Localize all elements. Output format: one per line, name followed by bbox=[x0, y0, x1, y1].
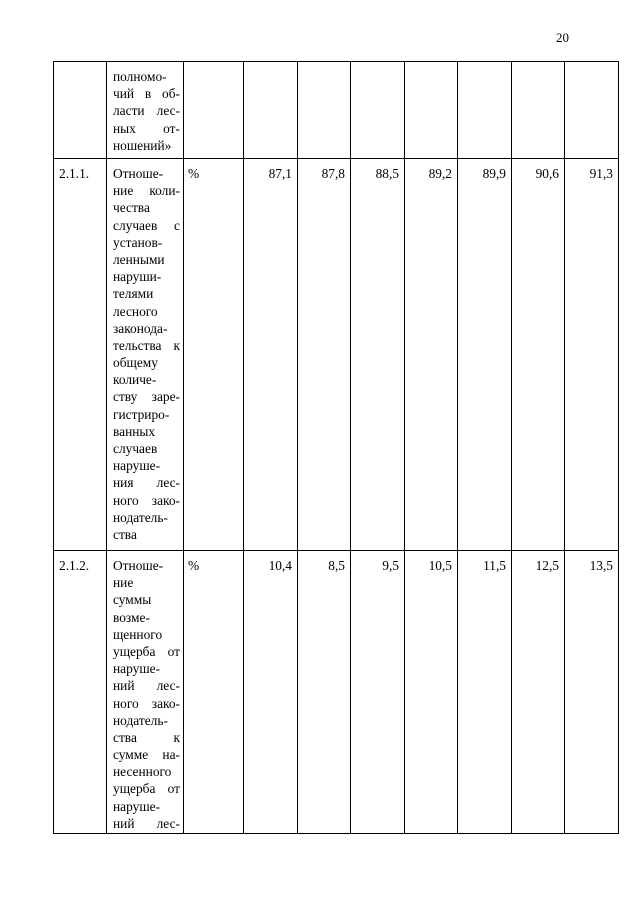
indicator-name-line: ние bbox=[113, 575, 134, 591]
indicator-name-line: чий в об- bbox=[113, 86, 180, 102]
value-cell: 89,9 bbox=[458, 159, 512, 551]
indicator-name-line: чества bbox=[113, 200, 150, 216]
value-cell: 88,5 bbox=[351, 159, 405, 551]
indicator-name bbox=[107, 62, 184, 159]
table-row bbox=[54, 551, 619, 834]
indicator-name-line: ласти лес- bbox=[113, 103, 180, 119]
indicator-name-line: гистриро- bbox=[113, 406, 170, 422]
indicator-name-line: полномо- bbox=[113, 69, 167, 84]
indicator-name-line: телями bbox=[113, 286, 154, 302]
row-number: 2.1.2. bbox=[54, 551, 107, 834]
indicator-name-line: случаев bbox=[113, 441, 158, 456]
indicator-name-line: несенного bbox=[113, 764, 172, 780]
row-number bbox=[54, 62, 107, 159]
value-cell: 13,5 bbox=[565, 551, 619, 834]
indicator-name-line: ношений» bbox=[113, 137, 172, 153]
row-number: 2.1.1. bbox=[54, 159, 107, 551]
value-cell: 87,8 bbox=[298, 159, 351, 551]
value-cell: 10,5 bbox=[405, 551, 458, 834]
indicator-name-line: ний лес- bbox=[113, 815, 180, 831]
indicator-name-line: ства bbox=[113, 526, 137, 542]
indicator-name-line: ний лес- bbox=[113, 678, 180, 694]
indicator-name-line: наруше- bbox=[113, 661, 161, 677]
indicator-name-line: наруше- bbox=[113, 798, 161, 814]
indicator-name-line: ванных bbox=[113, 423, 156, 439]
value-cell bbox=[244, 62, 298, 159]
value-cell: 12,5 bbox=[512, 551, 565, 834]
value-cell bbox=[565, 62, 619, 159]
indicator-name-line: суммы bbox=[113, 592, 152, 608]
value-cell: 8,5 bbox=[298, 551, 351, 834]
indicator-name-line: наруше- bbox=[113, 458, 161, 474]
indicator-name bbox=[107, 159, 184, 551]
unit-cell: % bbox=[184, 551, 244, 834]
indicator-name-line: ленными bbox=[113, 251, 165, 267]
unit-cell: % bbox=[184, 159, 244, 551]
indicator-name-line: щенного bbox=[113, 626, 163, 642]
indicator-name-line: нодатель- bbox=[113, 712, 168, 728]
value-cell: 87,1 bbox=[244, 159, 298, 551]
value-cell: 91,3 bbox=[565, 159, 619, 551]
indicator-name-line: случаев с bbox=[113, 217, 180, 233]
indicator-name-line: ства к bbox=[113, 729, 180, 745]
indicator-name-line: нодатель- bbox=[113, 509, 168, 525]
page-number: 20 bbox=[556, 30, 569, 45]
indicator-name-line: общему bbox=[113, 355, 158, 371]
indicator-name-line: количе- bbox=[113, 372, 157, 388]
indicator-name-line: ущерба от bbox=[113, 643, 180, 659]
indicator-name-line: наруши- bbox=[113, 269, 162, 285]
indicator-name-line: ству заре- bbox=[113, 389, 180, 405]
value-cell bbox=[351, 62, 405, 159]
indicator-name-line: ние коли- bbox=[113, 183, 180, 199]
indicator-name-line: законода- bbox=[113, 320, 168, 336]
indicator-name bbox=[107, 551, 184, 834]
indicator-name-line: тельства к bbox=[113, 337, 180, 353]
value-cell: 90,6 bbox=[512, 159, 565, 551]
indicator-name-line: Отноше- bbox=[113, 558, 164, 573]
value-cell bbox=[298, 62, 351, 159]
unit-cell bbox=[184, 62, 244, 159]
indicator-name-line: ного зако- bbox=[113, 695, 180, 711]
indicator-name-line: ния лес- bbox=[113, 475, 180, 491]
indicator-name-line: установ- bbox=[113, 234, 163, 250]
value-cell bbox=[512, 62, 565, 159]
indicator-name-line: лесного bbox=[113, 303, 158, 319]
value-cell: 89,2 bbox=[405, 159, 458, 551]
value-cell bbox=[458, 62, 512, 159]
table-row bbox=[54, 62, 619, 159]
value-cell bbox=[405, 62, 458, 159]
indicator-name-line: ного зако- bbox=[113, 492, 180, 508]
indicator-name-line: сумме на- bbox=[113, 747, 180, 763]
value-cell: 9,5 bbox=[351, 551, 405, 834]
value-cell: 11,5 bbox=[458, 551, 512, 834]
table-row bbox=[54, 159, 619, 551]
value-cell: 10,4 bbox=[244, 551, 298, 834]
indicator-name-line: возме- bbox=[113, 609, 150, 625]
indicator-name-line: ущерба от bbox=[113, 781, 180, 797]
indicator-name-line: Отноше- bbox=[113, 166, 164, 181]
indicator-name-line: ных от- bbox=[113, 120, 180, 136]
indicators-table bbox=[53, 61, 619, 834]
